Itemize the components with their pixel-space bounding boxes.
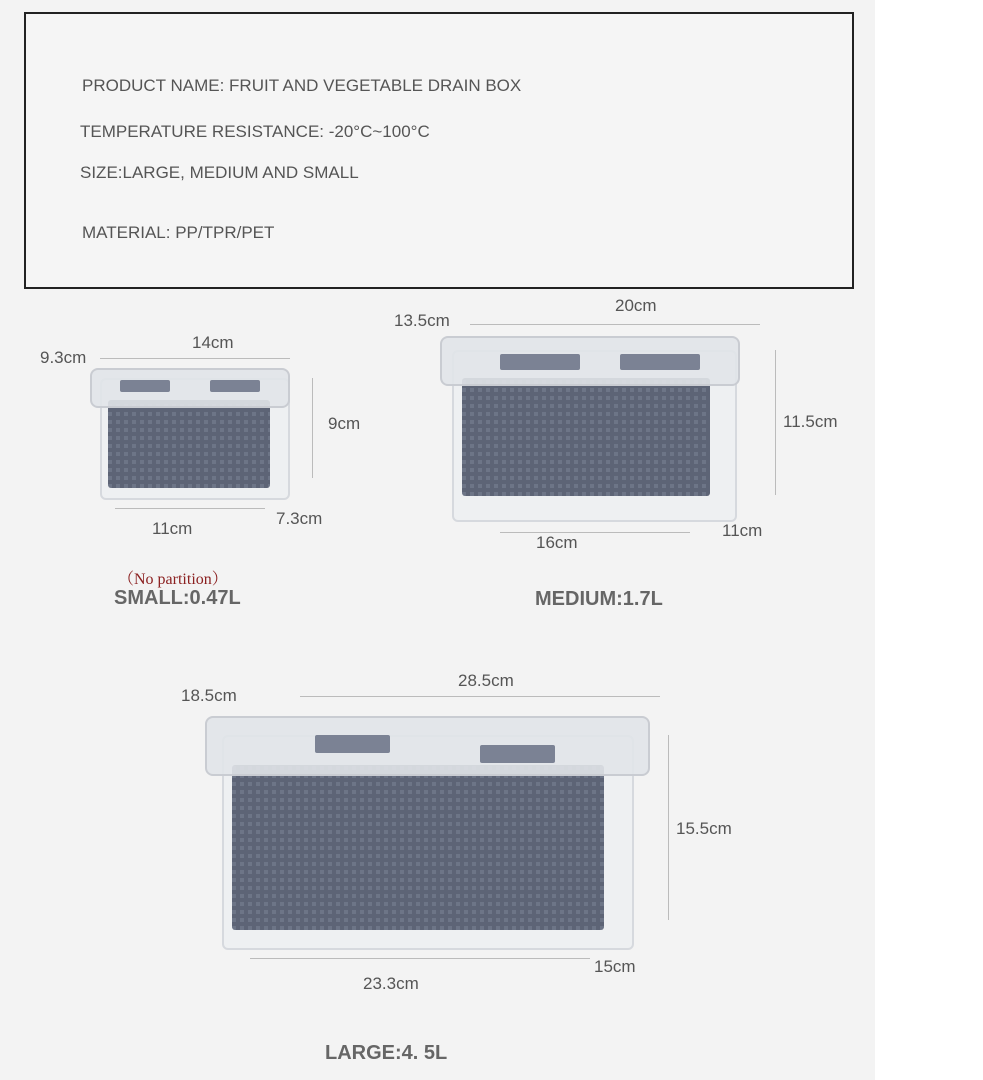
small-width-bottom: 11cm — [152, 519, 193, 538]
small-width-top: 14cm — [192, 333, 234, 352]
medium-width-top: 20cm — [615, 296, 657, 315]
large-height: 15.5cm — [676, 819, 732, 838]
large-depth-top: 18.5cm — [181, 686, 237, 705]
small-label: SMALL:0.47L — [114, 587, 241, 609]
medium-label: MEDIUM:1.7L — [535, 588, 663, 610]
small-depth-top: 9.3cm — [40, 348, 87, 367]
medium-height: 11.5cm — [783, 412, 838, 431]
medium-width-bottom: 16cm — [536, 533, 578, 552]
large-depth-bottom: 15cm — [594, 957, 636, 976]
size-info: SIZE:LARGE, MEDIUM AND SMALL — [80, 163, 359, 182]
temperature-resistance: TEMPERATURE RESISTANCE: -20°C~100°C — [80, 122, 430, 141]
product-name: PRODUCT NAME: FRUIT AND VEGETABLE DRAIN BOX — [82, 76, 522, 95]
large-width-top: 28.5cm — [458, 671, 514, 690]
large-label: LARGE:4. 5L — [325, 1042, 448, 1064]
material-info: MATERIAL: PP/TPR/PET — [82, 223, 275, 242]
spec-panel — [24, 12, 854, 289]
small-height: 9cm — [328, 414, 361, 433]
small-depth-bottom: 7.3cm — [276, 509, 323, 528]
medium-depth-top: 13.5cm — [394, 311, 450, 330]
small-note: （No partition） — [118, 571, 228, 588]
medium-depth-bottom: 11cm — [722, 521, 763, 540]
large-width-bottom: 23.3cm — [363, 974, 419, 993]
